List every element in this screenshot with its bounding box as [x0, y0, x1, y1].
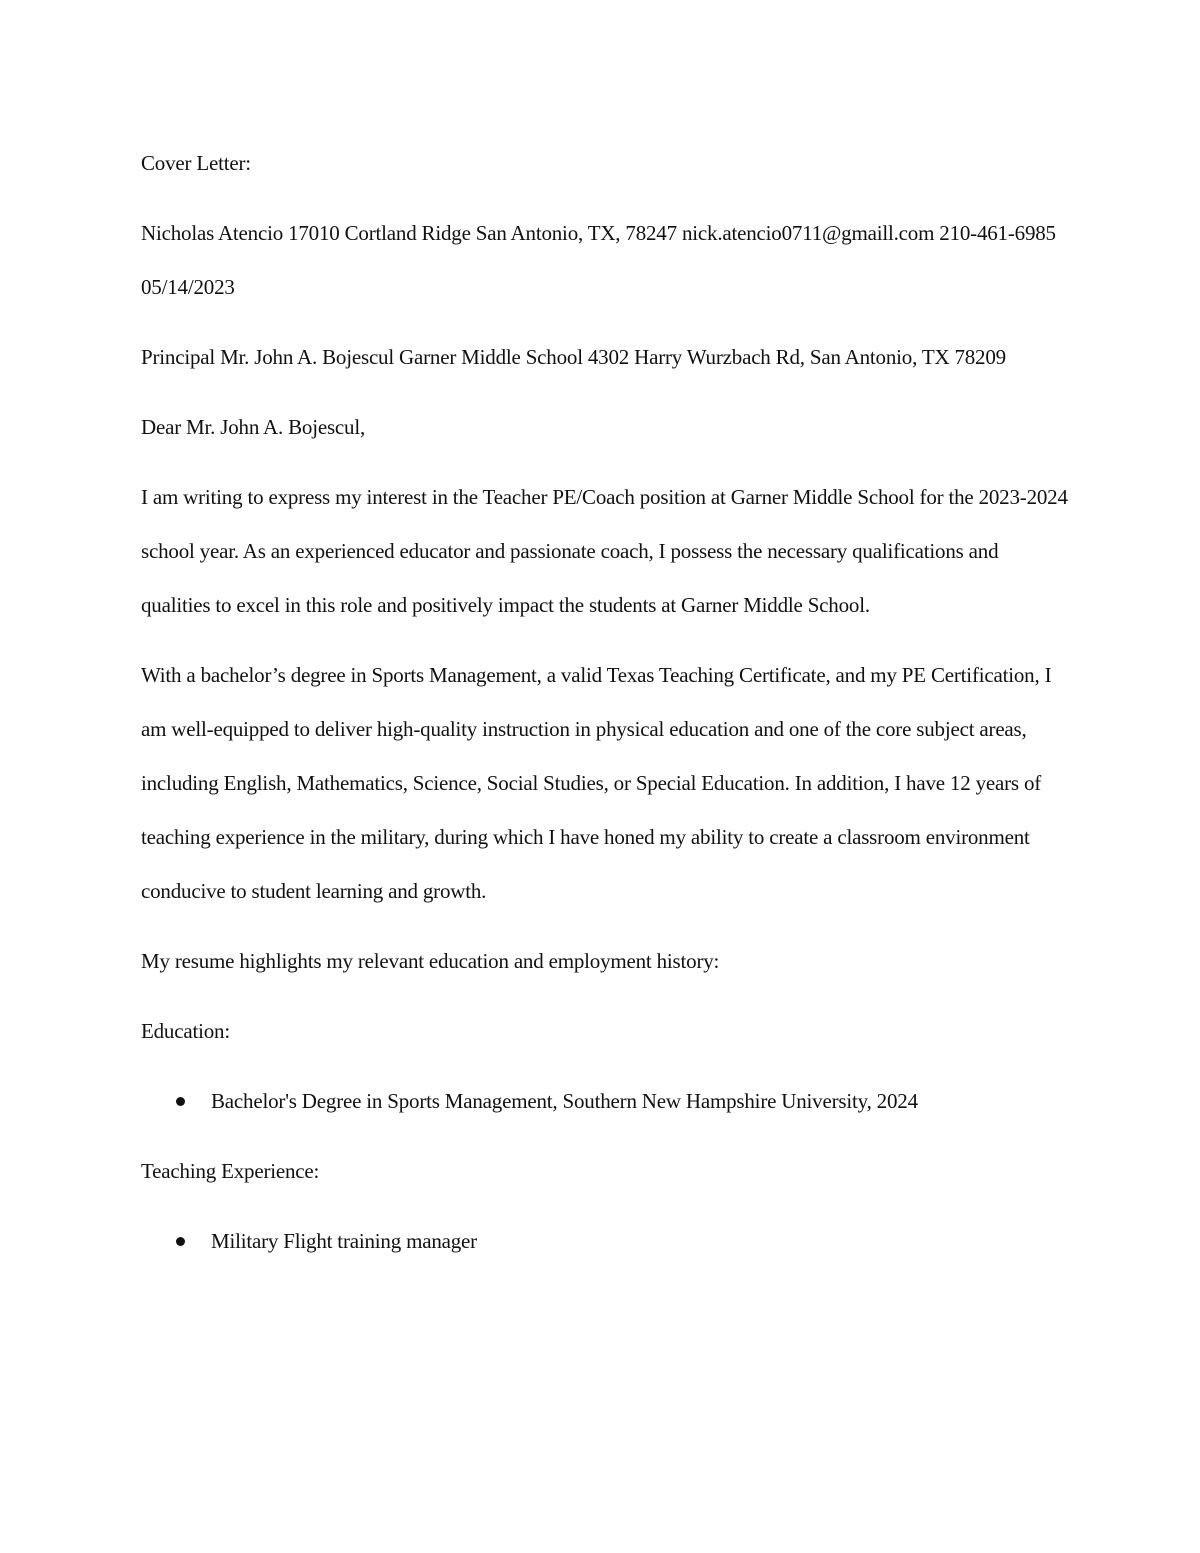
intro-paragraph: I am writing to express my interest in the Teacher PE/Coach position at Garner Middle School for the 2023-2024 school year. As an experienced educator and passionate coach, I possess the necessary qualifications and qualities to excel in this role and positively impact the students at Garner Middle School.	[141, 485, 1068, 617]
teaching-experience-item: Military Flight training manager	[211, 1229, 477, 1253]
qualifications-paragraph: With a bachelor’s degree in Sports Management, a valid Texas Teaching Certificate, and my PE Certification, I am well-equipped to deliver high-quality instruction in physical education and one of the core subject areas, including English, Mathematics, Science, Social Studies, or Special Education. In addition, I have 12 years of teaching experience in the military, during which I have honed my ability to create a classroom environment conducive to student learning and growth.	[141, 663, 1052, 903]
education-label: Education:	[141, 1019, 230, 1043]
bullet-icon	[176, 1097, 185, 1106]
sender-address: Nicholas Atencio 17010 Cortland Ridge San Antonio, TX, 78247 nick.atencio0711@gmaill.com 210-461-6985 05/14/2023	[141, 221, 1056, 299]
recipient-address: Principal Mr. John A. Bojescul Garner Middle School 4302 Harry Wurzbach Rd, San Antonio, TX 78209	[141, 345, 1006, 369]
resume-intro: My resume highlights my relevant education and employment history:	[141, 949, 720, 973]
list-item	[211, 1074, 1071, 1128]
teaching-experience-label: Teaching Experience:	[141, 1159, 320, 1183]
letter-page	[141, 136, 1071, 1284]
education-list	[141, 1074, 1071, 1128]
salutation: Dear Mr. John A. Bojescul,	[141, 415, 366, 439]
education-item: Bachelor's Degree in Sports Management, Southern New Hampshire University, 2024	[211, 1089, 918, 1113]
letter-heading: Cover Letter:	[141, 151, 251, 175]
bullet-icon	[176, 1237, 185, 1246]
list-item	[211, 1214, 1071, 1268]
teaching-experience-list	[141, 1214, 1071, 1268]
